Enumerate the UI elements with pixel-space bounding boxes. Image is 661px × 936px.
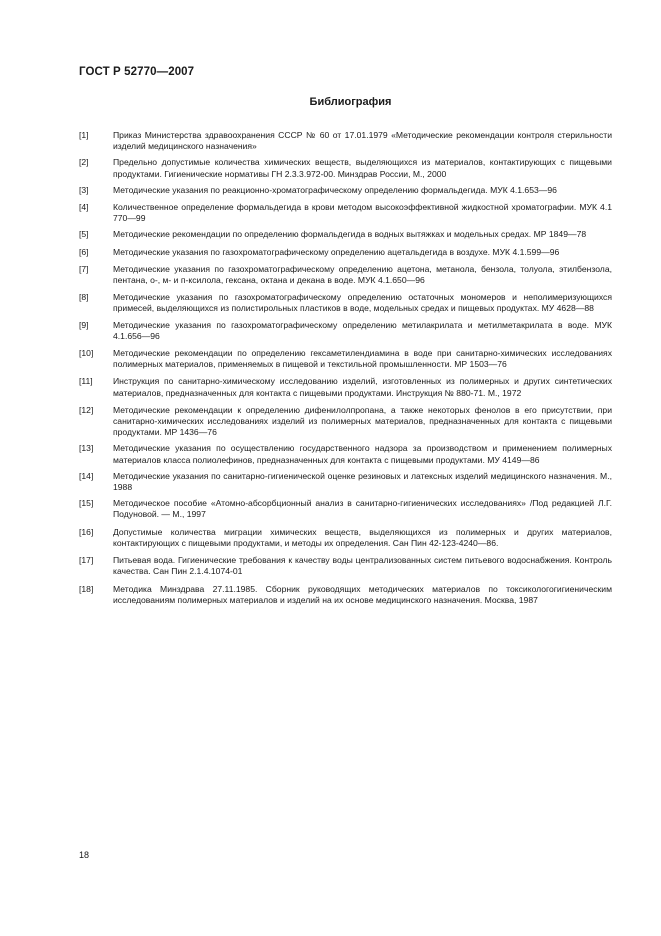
page-number: 18	[79, 850, 90, 860]
entry-text: Методические рекомендации по определению гексаметилендиамина в воде при санитарно-химических исследованиях полимерных материалов, применяемых в пищевой и текстильной промышленности. МР 1503—76	[113, 348, 612, 370]
entry-number: [5]	[79, 229, 89, 240]
entry-number: [1]	[79, 130, 89, 140]
bibliography-entry	[79, 320, 612, 342]
entry-number: [9]	[79, 319, 89, 330]
entry-number: [8]	[79, 292, 89, 303]
entry-number: [11]	[79, 376, 93, 387]
entry-text: Методические указания по газохроматографическому определению метилакрилата и метилметакрилата в воде. МУК 4.1.656—96	[113, 319, 612, 341]
bibliography-entry	[79, 157, 612, 179]
entry-text: Предельно допустимые количества химических веществ, выделяющихся из материалов, контактирующих с пищевыми продуктами. Гигиенические нормативы ГН 2.3.3.972-00. Минздрав России, М., 2000	[113, 157, 612, 179]
entry-text: Методическое пособие «Атомно-абсорбционный анализ в санитарно-гигиенических исследованиях» /Под редакцией Л.Г. Подуновой. — М., 1997	[113, 498, 612, 520]
bibliography-entry	[79, 405, 612, 439]
entry-number: [12]	[79, 404, 94, 415]
entry-text: Методические рекомендации по определению формальдегида в водных вытяжках и модельных средах. МР 1849—78	[113, 229, 587, 240]
entry-number: [16]	[79, 526, 94, 537]
entry-text: Методические указания по газохроматографическому определению ацетальдегида в воздухе. МУК 4.1.599—96	[113, 246, 560, 257]
entry-text: Методические указания по реакционно-хроматографическому определению формальдегида. МУК 4.1.653—96	[113, 184, 557, 195]
bibliography-entry	[79, 130, 612, 152]
section-title: Библиография	[309, 96, 392, 108]
bibliography-entry	[79, 247, 612, 258]
bibliography-entry	[79, 498, 612, 520]
bibliography-entry	[79, 348, 612, 370]
entry-number: [13]	[79, 443, 94, 454]
entry-text: Методические указания по газохроматографическому определению ацетона, метанола, бензола, толуола, этилбензола, пентана, о-, м- и п-ксилола, гексана, октана и декана в воде. МУК 4.1.650—96	[113, 263, 612, 286]
bibliography-entry	[79, 185, 612, 196]
bibliography-entry	[79, 443, 612, 465]
entry-number: [10]	[79, 348, 94, 359]
entry-text: Методические указания по санитарно-гигиенической оценке резиновых и латексных изделий медицинского назначения. М., 1988	[113, 470, 612, 493]
entry-text: Допустимые количества миграции химических веществ, выделяющихся из полимерных и других материалов, контактирующих с пищевыми продуктами, и методы их определения. Сан Пин 42-123-4240—86.	[113, 526, 612, 548]
entry-number: [14]	[79, 470, 94, 481]
bibliography-entry	[79, 202, 612, 224]
entry-number: [18]	[79, 583, 94, 594]
entry-text: Методические рекомендации к определению дифенилолпропана, а также некоторых фенолов в его присутствии, при санитарно-химических исследованиях изделий из полимерных материалов, предназначенных для контакта с пищевыми продуктами. МР 1436—76	[113, 404, 612, 438]
entry-text: Приказ Министерства здравоохранения СССР № 60 от 17.01.1979 «Методические рекомендации контроля стерильности изделий медицинского назначения»	[113, 130, 612, 152]
bibliography-entry	[79, 264, 612, 286]
entry-text: Количественное определение формальдегида в крови методом высокоэффективной жидкостной хроматографии. МУК 4.1 770—99	[113, 202, 612, 224]
bibliography-entry	[79, 471, 612, 493]
entry-number: [6]	[79, 246, 89, 257]
bibliography-entry	[79, 376, 612, 398]
bibliography-entry	[79, 584, 612, 606]
standard-id-header: ГОСТ Р 52770—2007	[79, 66, 195, 78]
entry-number: [2]	[79, 157, 89, 168]
bibliography-entry	[79, 527, 612, 549]
bibliography-list	[79, 130, 612, 606]
entry-number: [15]	[79, 498, 94, 509]
bibliography-entry	[79, 555, 612, 577]
entry-number: [3]	[79, 184, 89, 195]
entry-text: Питьевая вода. Гигиенические требования к качеству воды централизованных систем питьевого водоснабжения. Контроль качества. Сан Пин 2.1.4.1074-01	[113, 555, 612, 577]
entry-number: [7]	[79, 263, 89, 274]
entry-number: [17]	[79, 555, 94, 566]
entry-number: [4]	[79, 202, 89, 213]
entry-text: Методические указания по газохроматографическому определению остаточных мономеров и неполимеризующихся примесей, выделяющихся из полистирольных пластиков в воде, модельных средах и пищевых продуктах. МУ 4628—88	[113, 292, 612, 314]
entry-text: Методика Минздрава 27.11.1985. Сборник руководящих методических материалов по токсикологогигиеническим исследованиям полимерных материалов и изделий на их основе медицинского назначения. Москва, 1987	[113, 583, 612, 605]
entry-text: Методические указания по осуществлению государственного надзора за производством и применением полимерных материалов класса полиолефинов, предназначенных для контакта с пищевыми продуктами. МУ 4149—86	[113, 443, 612, 465]
bibliography-entry	[79, 229, 612, 240]
entry-text: Инструкция по санитарно-химическому исследованию изделий, изготовленных из полимерных и других синтетических материалов, предназначенных для контакта с пищевыми продуктами. Инструкция № 880-71. М., 1972	[113, 376, 612, 398]
bibliography-entry	[79, 292, 612, 314]
